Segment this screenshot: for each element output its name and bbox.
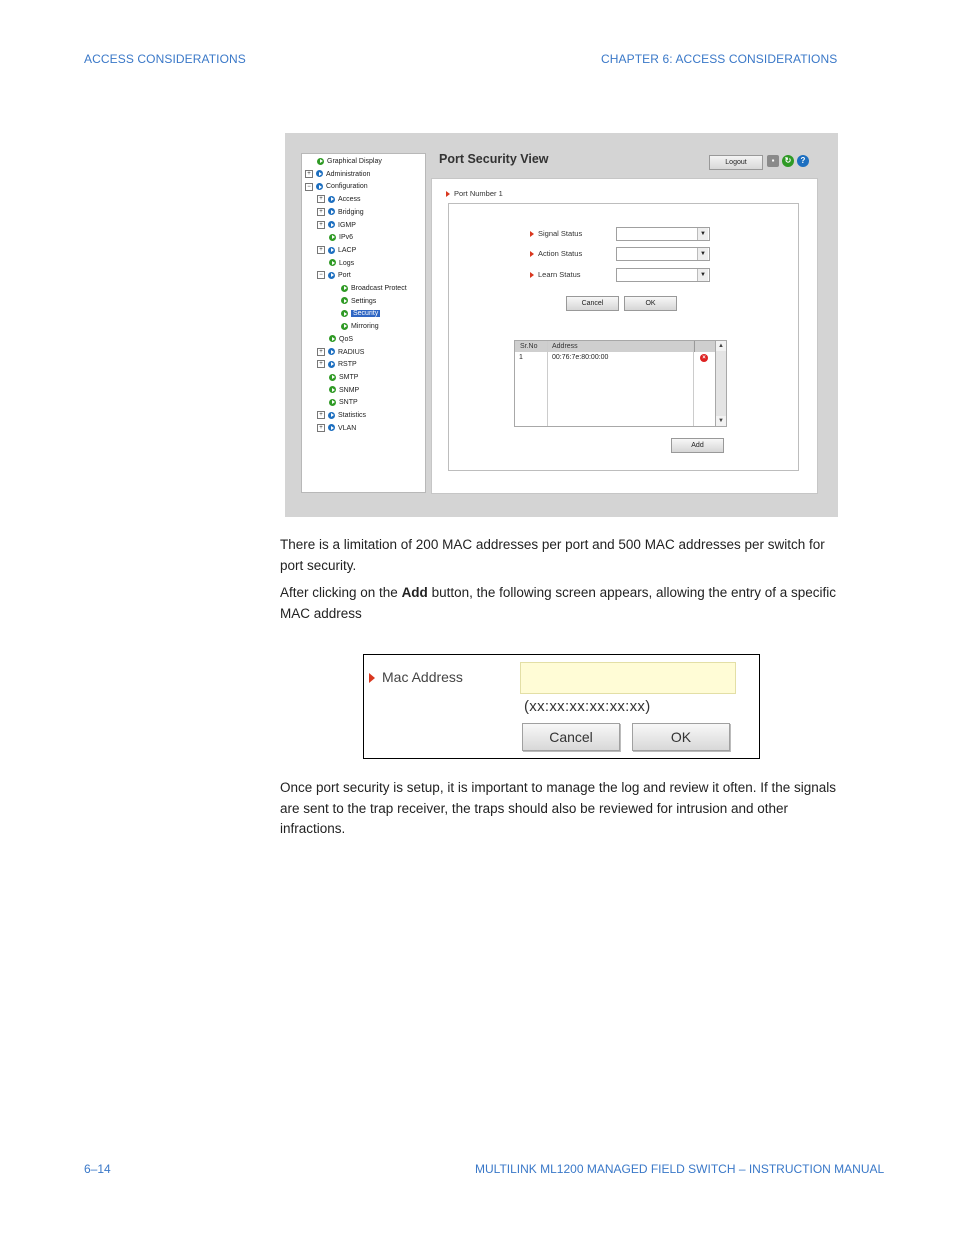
tree-item-label: Broadcast Protect (351, 285, 407, 292)
expand-icon[interactable]: + (317, 195, 325, 203)
tree-bullet-icon (328, 221, 335, 228)
tree-item-label: QoS (339, 335, 354, 343)
tree-bullet-icon (329, 259, 336, 266)
column-divider (693, 341, 694, 426)
tree-bullet-icon (316, 183, 323, 190)
tree-bullet-icon (329, 374, 336, 381)
expand-icon[interactable]: + (317, 424, 325, 432)
column-divider (547, 341, 548, 426)
ok-button[interactable]: OK (624, 296, 677, 311)
column-header-action (695, 341, 717, 352)
tree-item-label: VLAN (338, 424, 357, 432)
tree-bullet-icon (328, 424, 335, 431)
tree-bullet-icon (328, 361, 335, 368)
tree-item-label: IGMP (338, 221, 356, 229)
tree-bullet-icon (328, 412, 335, 419)
table-cell-sr-no: 1 (519, 354, 523, 361)
tree-bullet-icon (329, 234, 336, 241)
tree-bullet-icon (328, 208, 335, 215)
tree-item-administration[interactable] (305, 169, 370, 181)
learn-status-text: Learn Status (538, 270, 581, 279)
save-icon[interactable]: ▪ (767, 155, 779, 167)
mac-ok-button[interactable]: OK (632, 723, 730, 751)
page-number: 6–14 (84, 1162, 111, 1176)
tree-bullet-icon (328, 272, 335, 279)
cancel-button[interactable]: Cancel (566, 296, 619, 311)
paragraph-limitation: There is a limitation of 200 MAC addresses per port and 500 MAC addresses per switch for port security. (280, 537, 825, 573)
content-panel (431, 178, 818, 494)
tree-item-broadcast-protect[interactable] (341, 283, 407, 295)
learn-status-select[interactable] (616, 268, 710, 282)
running-header-section: ACCESS CONSIDERATIONS (84, 52, 246, 66)
running-header-chapter: CHAPTER 6: ACCESS CONSIDERATIONS (601, 52, 838, 66)
signal-status-text: Signal Status (538, 229, 583, 238)
tree-item-vlan[interactable] (317, 423, 356, 435)
action-status-label (530, 249, 582, 258)
table-cell-address: 00:76:7e:80:00:00 (552, 354, 609, 361)
refresh-icon[interactable]: ↻ (782, 155, 794, 167)
tree-item-label: SNTP (339, 399, 358, 407)
tree-item-qos[interactable] (329, 334, 353, 346)
mac-address-label (369, 669, 463, 685)
page-title: Port Security View (439, 152, 549, 166)
tree-item-label: RSTP (338, 361, 357, 369)
manual-title-footer: MULTILINK ML1200 MANAGED FIELD SWITCH – INSTRUCTION MANUAL (475, 1162, 885, 1176)
tree-item-igmp[interactable] (317, 220, 356, 232)
port-security-form (448, 203, 799, 471)
mac-format-hint: (xx:xx:xx:xx:xx:xx) (524, 698, 651, 715)
port-number-text: Port Number 1 (454, 189, 503, 198)
table-scrollbar[interactable] (715, 340, 727, 427)
arrow-marker-icon (530, 231, 534, 237)
tree-item-label: Administration (326, 170, 371, 178)
collapse-icon[interactable]: − (305, 183, 313, 191)
tree-item-port[interactable] (317, 270, 351, 282)
tree-item-label: SNMP (339, 386, 360, 394)
tree-item-rstp[interactable] (317, 359, 357, 371)
tree-item-ipv6[interactable] (329, 232, 353, 244)
navigation-tree (301, 153, 426, 493)
tree-item-graphical-display[interactable] (317, 156, 382, 168)
expand-icon[interactable]: + (317, 348, 325, 356)
delete-entry-icon[interactable]: × (700, 354, 708, 362)
action-status-text: Action Status (538, 249, 583, 258)
help-icon[interactable]: ? (797, 155, 809, 167)
add-keyword: Add (401, 585, 428, 600)
tree-item-label: Settings (351, 297, 377, 305)
paragraph-add-instructions (280, 583, 842, 624)
scroll-up-icon[interactable]: ▲ (716, 341, 726, 351)
scroll-down-icon[interactable]: ▼ (716, 416, 726, 426)
paragraph-add-after: button, the following screen appears, allowing the entry of a specific MAC address (280, 585, 837, 621)
tree-item-security[interactable] (341, 308, 380, 320)
paragraph-log-review: Once port security is setup, it is important to manage the log and review it often. If the signals are sent to the trap receiver, the traps should also be reviewed for intrusion and other infractions. (280, 780, 837, 836)
tree-item-label: Access (338, 196, 361, 204)
port-security-screenshot (285, 133, 838, 517)
column-header-sr-no: Sr.No (515, 341, 552, 352)
logout-button[interactable]: Logout (709, 155, 763, 170)
tree-item-access[interactable] (317, 194, 361, 206)
arrow-marker-icon (369, 673, 375, 683)
tree-bullet-icon (329, 386, 336, 393)
add-button[interactable]: Add (671, 438, 724, 453)
tree-bullet-icon (316, 170, 323, 177)
arrow-marker-icon (446, 191, 450, 197)
tree-item-configuration[interactable] (305, 181, 368, 193)
expand-icon[interactable]: + (317, 208, 325, 216)
tree-item-label: Statistics (338, 412, 367, 419)
tree-item-label: Graphical Display (327, 158, 382, 165)
tree-item-label: Configuration (326, 183, 368, 191)
tree-item-label: Security (353, 310, 379, 318)
tree-bullet-icon (329, 399, 336, 406)
tree-item-label: Bridging (338, 208, 364, 216)
tree-bullet-icon (328, 348, 335, 355)
tree-bullet-icon (341, 285, 348, 292)
expand-icon[interactable]: + (317, 411, 325, 419)
tree-item-radius[interactable] (317, 347, 364, 359)
mac-address-input[interactable] (520, 662, 736, 694)
tree-bullet-icon (329, 335, 336, 342)
paragraph-add-before: After clicking on the (280, 585, 402, 600)
port-number-label (446, 189, 503, 198)
expand-icon[interactable]: + (305, 170, 313, 178)
learn-status-label (530, 270, 581, 279)
tree-item-label: Mirroring (351, 323, 379, 331)
tree-bullet-icon (328, 196, 335, 203)
expand-icon[interactable]: + (317, 221, 325, 229)
tree-item-label: RADIUS (338, 348, 365, 356)
tree-bullet-icon (341, 297, 348, 304)
tree-item-bridging[interactable] (317, 207, 364, 219)
tree-item-snmp[interactable] (329, 385, 359, 397)
column-header-address: Address (547, 341, 695, 352)
tree-item-smtp[interactable] (329, 372, 358, 384)
mac-address-table (514, 340, 726, 427)
tree-item-mirroring[interactable] (341, 321, 379, 333)
mac-address-entry-screenshot (363, 654, 760, 759)
signal-status-select[interactable] (616, 227, 710, 241)
tree-item-statistics[interactable] (317, 410, 366, 422)
tree-item-lacp[interactable] (317, 245, 356, 257)
mac-cancel-button[interactable]: Cancel (522, 723, 620, 751)
main-pane (428, 133, 838, 517)
arrow-marker-icon (530, 251, 534, 257)
tree-bullet-icon (341, 310, 348, 317)
tree-item-label: Logs (339, 259, 355, 267)
tree-bullet-icon (317, 158, 324, 165)
expand-icon[interactable]: + (317, 360, 325, 368)
expand-icon[interactable]: + (317, 246, 325, 254)
collapse-icon[interactable]: − (317, 271, 325, 279)
tree-item-label: LACP (338, 246, 357, 254)
tree-item-label: SMTP (339, 373, 359, 381)
tree-item-label: Port (338, 272, 351, 280)
tree-item-settings[interactable] (341, 296, 376, 308)
action-status-select[interactable] (616, 247, 710, 261)
tree-item-logs[interactable] (329, 258, 354, 270)
tree-bullet-icon (341, 323, 348, 330)
tree-item-sntp[interactable] (329, 397, 358, 409)
arrow-marker-icon (530, 272, 534, 278)
tree-item-label: IPv6 (339, 234, 354, 242)
mac-address-label-text: Mac Address (382, 669, 463, 685)
signal-status-label (530, 229, 582, 238)
tree-bullet-icon (328, 247, 335, 254)
